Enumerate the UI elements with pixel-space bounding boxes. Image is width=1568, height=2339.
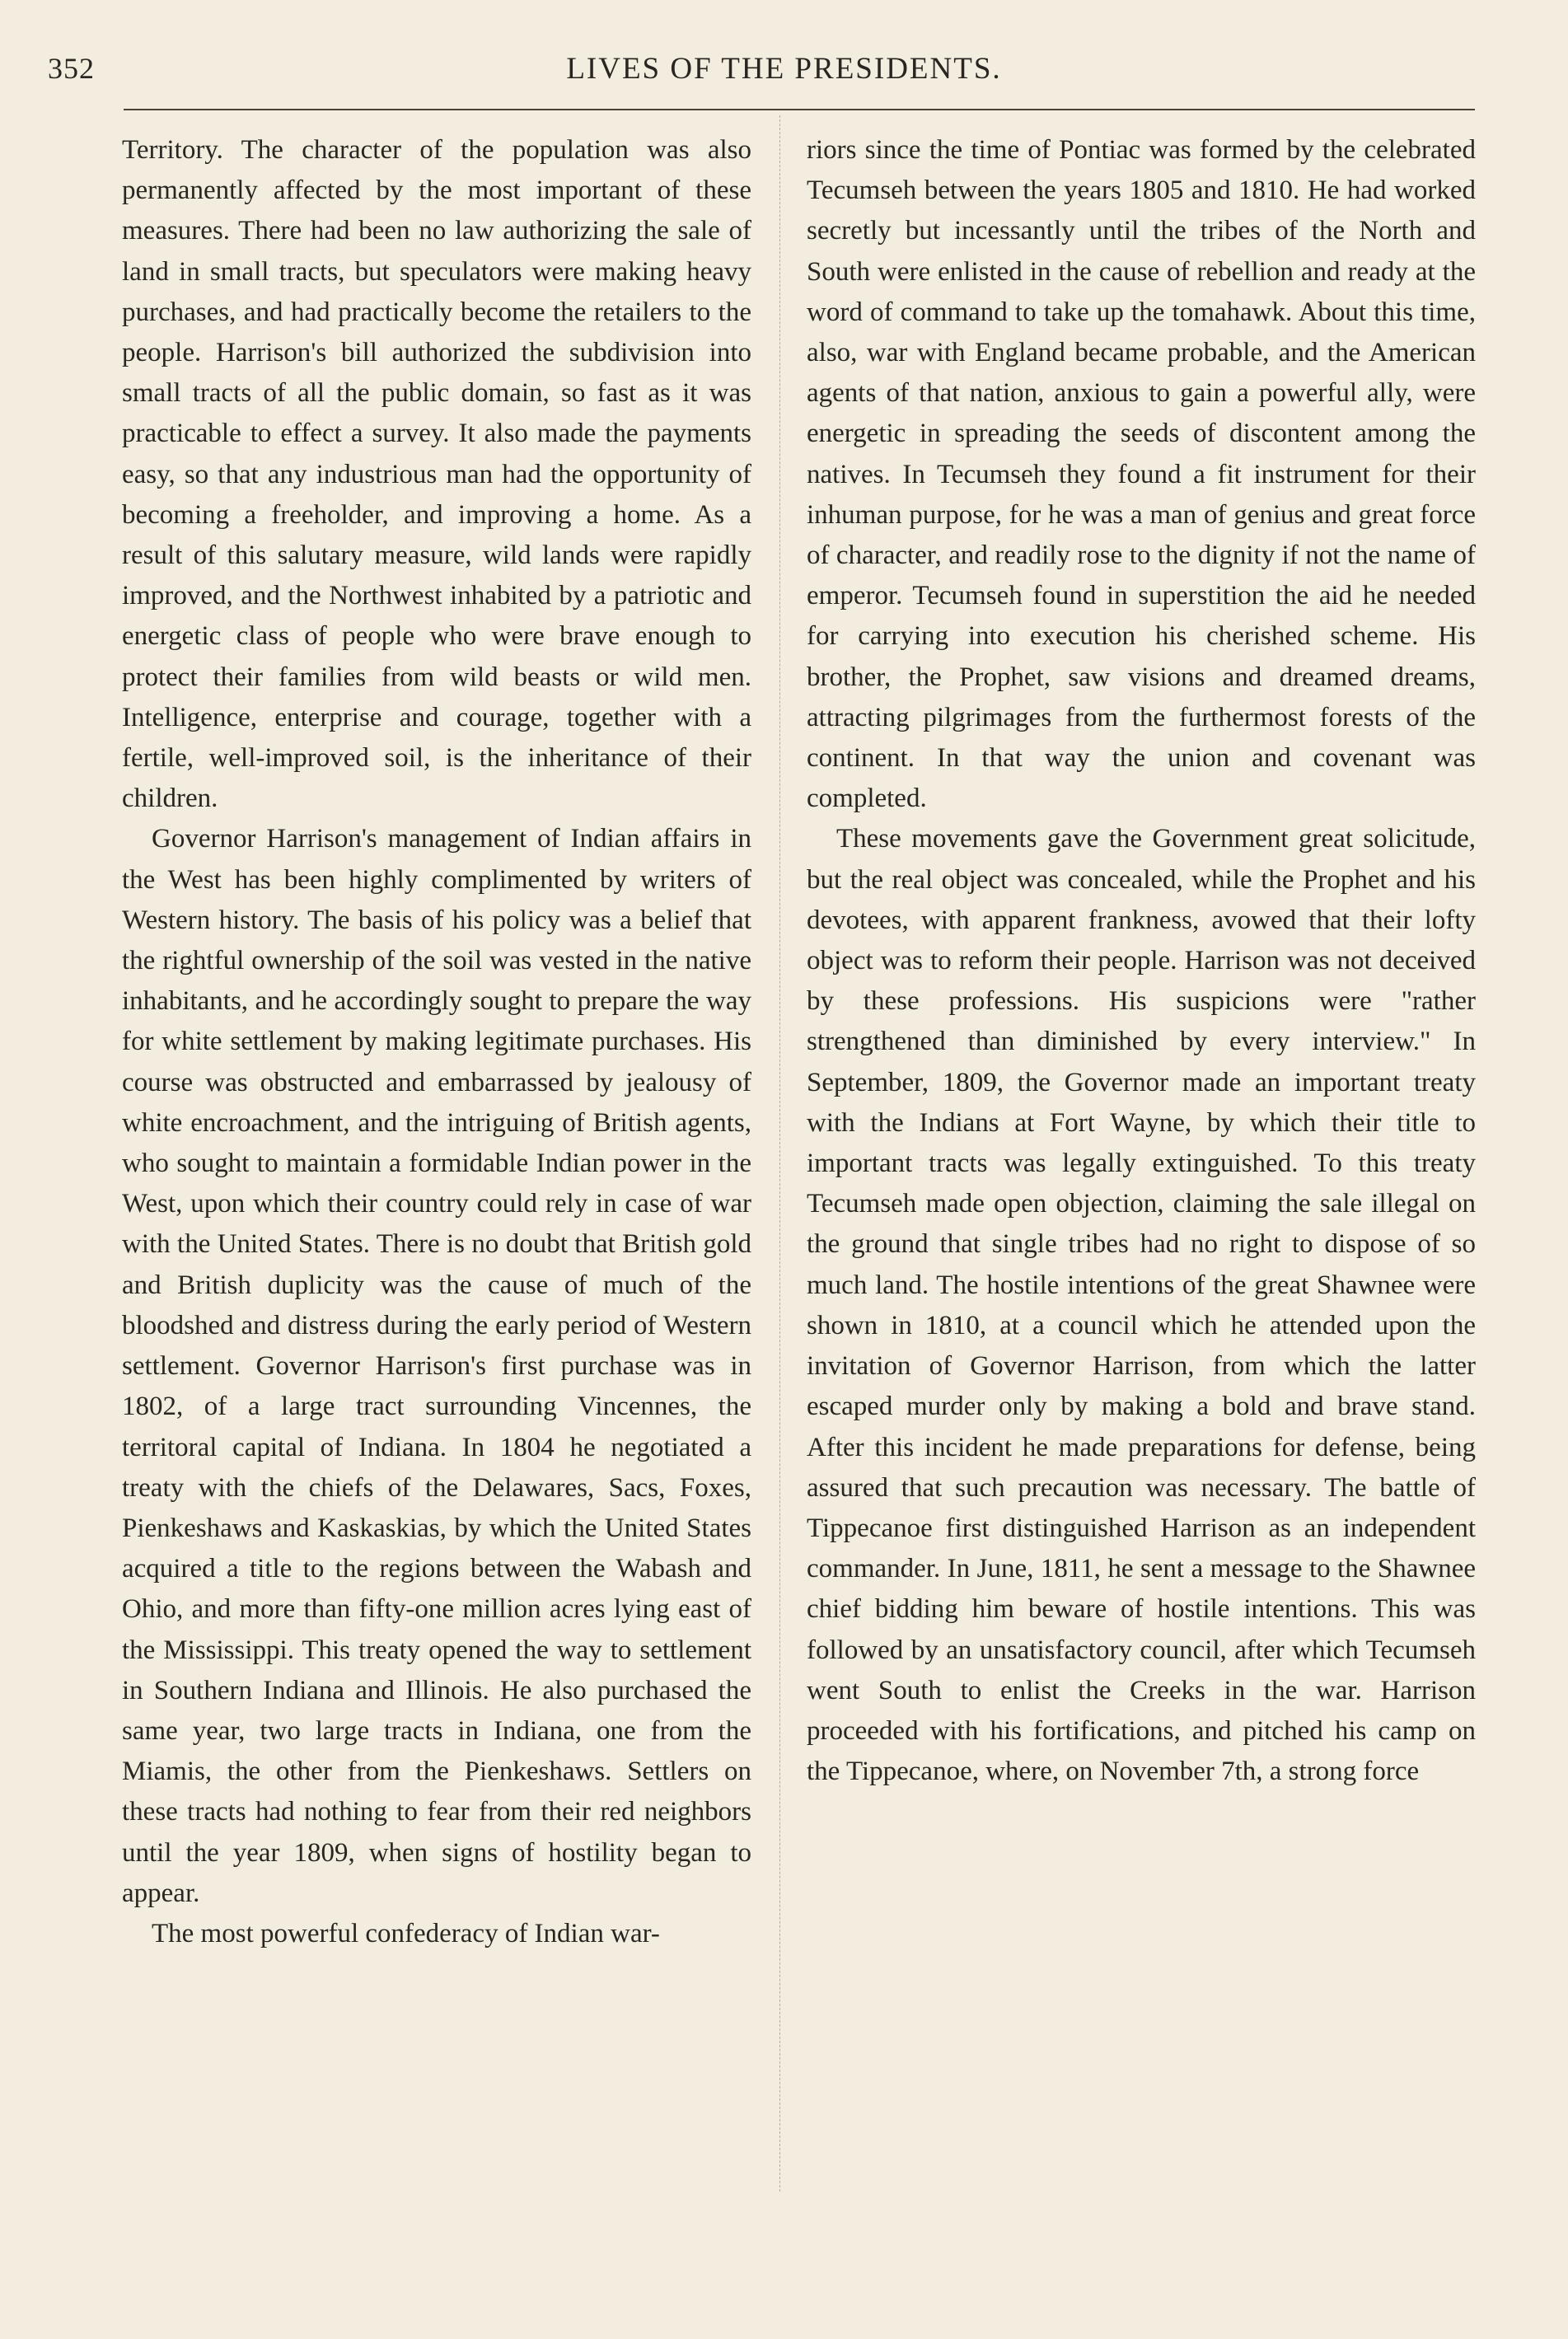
- paragraph: These movements gave the Government great solicitude, but the real object was concealed, while the Prophet and his devotees, with apparent frankness, avowed that their lofty object was to reform their people. Harrison was not deceived by these professions. His suspicions were "rather strengthened than diminished by every interview." In September, 1809, the Governor made an important treaty with the Indians at Fort Wayne, by which their title to important tracts was legally extinguished. To this treaty Tecumseh made open objection, claiming the sale illegal on the ground that single tribes had no right to dispose of so much land. The hostile intentions of the great Shawnee were shown in 1810, at a council which he attended upon the invitation of Governor Harrison, from which the latter escaped murder only by making a bold and brave stand. After this incident he made preparations for defense, being assured that such precaution was necessary. The battle of Tippecanoe first distinguished Harrison as an independent commander. In June, 1811, he sent a message to the Shawnee chief bidding him beware of hostile intentions. This was followed by an unsatisfactory council, after which Tecumseh went South to enlist the Creeks in the war. Harrison proceeded with his fortifications, and pitched his camp on the Tippecanoe, where, on November 7th, a strong force: [807, 824, 1476, 1787]
- column-divider: [779, 115, 780, 2192]
- paragraph: Territory. The character of the population was also permanently affected by the most important of these measures. There had been no law authorizing the sale of land in small tracts, but speculators were making heavy purchases, and had practically become the retailers to the people. Harrison's bill authorized the subdivision into small tracts of all the public domain, so fast as it was practicable to effect a survey. It also made the payments easy, so that any industrious man had the opportunity of becoming a freeholder, and improving a home. As a result of this salutary measure, wild lands were rapidly improved, and the Northwest inhabited by a patriotic and energetic class of people who were brave enough to protect their families from wild beasts or wild men. Intelligence, enterprise and courage, together with a fertile, well-improved soil, is the inheritance of their children.: [122, 135, 751, 814]
- paragraph: riors since the time of Pontiac was formed by the celebrated Tecumseh between the years 1805 and 1810. He had worked secretly but incessantly until the tribes of the North and South were enlisted in the cause of rebellion and ready at the word of command to take up the tomahawk. About this time, also, war with England became probable, and the American agents of that nation, anxious to gain a powerful ally, were energetic in spreading the seeds of discontent among the natives. In Tecumseh they found a fit instrument for their inhuman purpose, for he was a man of genius and great force of character, and readily rose to the dignity if not the name of emperor. Tecumseh found in superstition the aid he needed for carrying into execution his cherished scheme. His brother, the Prophet, saw visions and dreamed dreams, attracting pilgrimages from the furthermost forests of the continent. In that way the union and covenant was completed.: [807, 135, 1476, 814]
- paragraph: Governor Harrison's management of Indian affairs in the West has been highly complimented by writers of Western history. The basis of his policy was a belief that the rightful ownership of the soil was vested in the native inhabitants, and he accordingly sought to prepare the way for white settlement by making legitimate purchases. His course was obstructed and embarrassed by jealousy of white encroachment, and the intriguing of British agents, who sought to maintain a formidable Indian power in the West, upon which their country could rely in case of war with the United States. There is no doubt that British gold and British duplicity was the cause of much of the bloodshed and distress during the early period of Western settlement. Governor Harrison's first purchase was in 1802, of a large tract surrounding Vincennes, the territoral capital of Indiana. In 1804 he negotiated a treaty with the chiefs of the Delawares, Sacs, Foxes, Pienkeshaws and Kaskaskias, by which the United States acquired a title to the regions between the Wabash and Ohio, and more than fifty-one million acres lying east of the Mississippi. This treaty opened the way to settlement in Southern Indiana and Illinois. He also purchased the same year, two large tracts in Indiana, one from the Miamis, the other from the Pienkeshaws. Settlers on these tracts had nothing to fear from their red neighbors until the year 1809, when signs of hostility began to appear.: [122, 824, 751, 1908]
- right-column: [807, 130, 1476, 1792]
- left-column: [122, 130, 751, 1954]
- page-number: 352: [48, 52, 95, 85]
- running-head: LIVES OF THE PRESIDENTS.: [566, 52, 1002, 86]
- paragraph: The most powerful confederacy of Indian war-: [152, 1918, 660, 1948]
- header-rule: [124, 109, 1475, 110]
